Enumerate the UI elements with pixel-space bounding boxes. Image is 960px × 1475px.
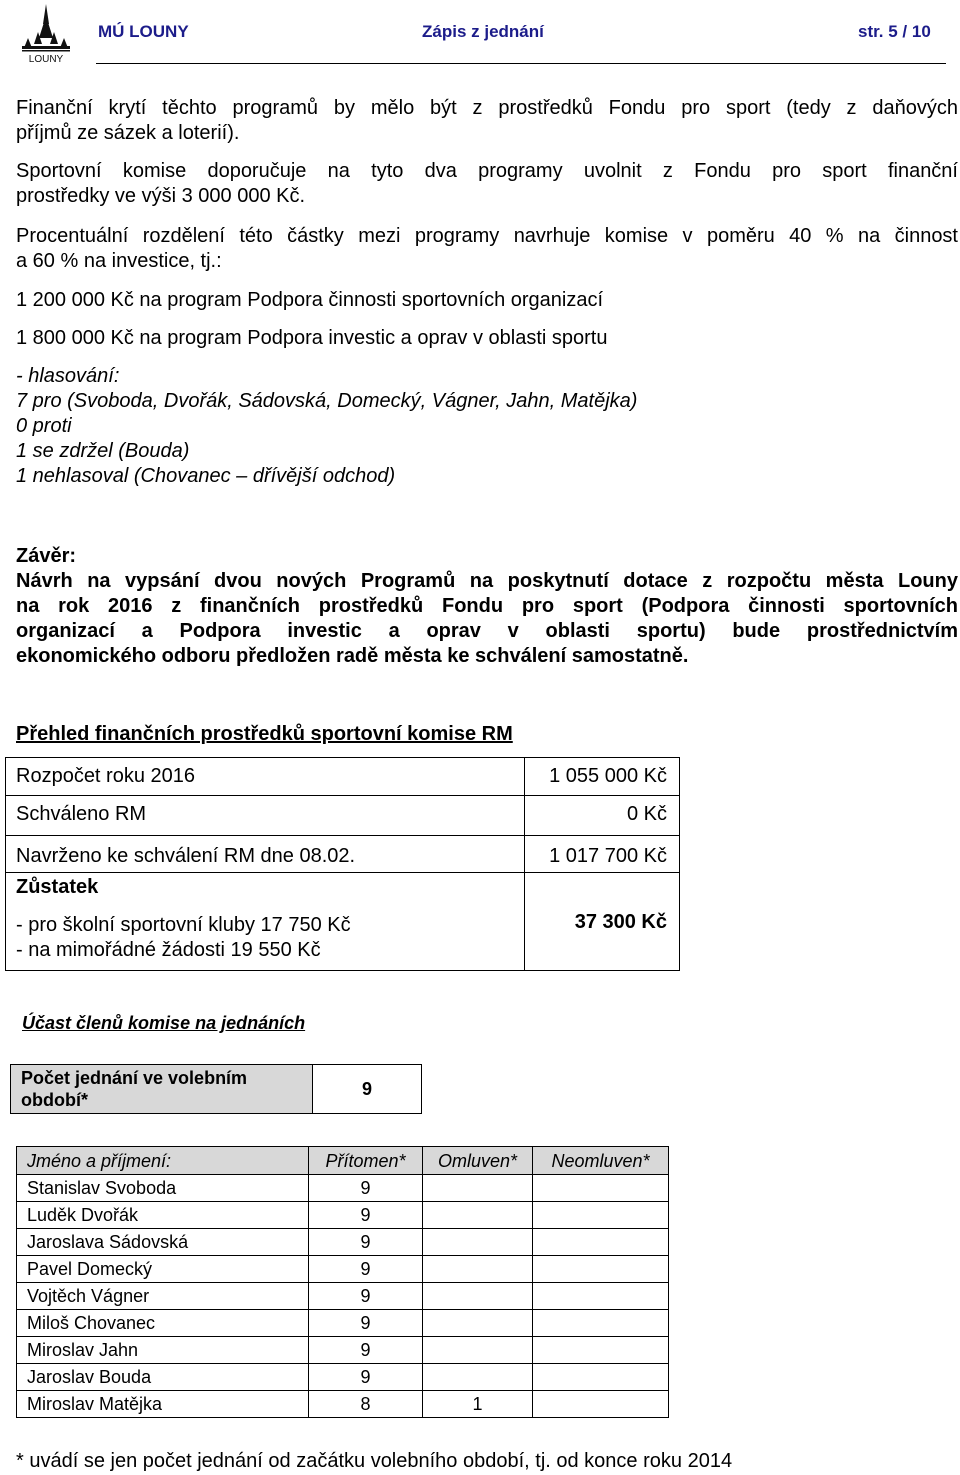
- member-present: 9: [309, 1310, 423, 1337]
- member-name: Miloš Chovanec: [17, 1310, 309, 1337]
- remaining-cell: [6, 873, 525, 971]
- vote-not-voted: 1 nehlasoval (Chovanec – dřívější odchod): [16, 465, 396, 487]
- table-row: [17, 1391, 669, 1418]
- remaining-extraordinary: - na mimořádné žádosti 19 550 Kč: [16, 939, 321, 961]
- member-excused: [423, 1229, 533, 1256]
- louny-logo: [18, 2, 74, 64]
- program-activity-amount: 1 200 000 Kč na program Podpora činnosti sportovních organizací: [16, 289, 604, 311]
- member-name: Stanislav Svoboda: [17, 1175, 309, 1202]
- svg-text:LOUNY: LOUNY: [28, 54, 64, 64]
- member-unexcused: [533, 1310, 669, 1337]
- remaining-schools: - pro školní sportovní kluby 17 750 Kč: [16, 914, 351, 936]
- budget-value: 1 017 700 Kč: [525, 836, 680, 873]
- conclusion-block: [16, 544, 958, 669]
- budget-label: Schváleno RM: [6, 796, 525, 836]
- table-row: [17, 1364, 669, 1391]
- header-divider: [96, 63, 946, 64]
- meeting-count-value: 9: [313, 1065, 422, 1114]
- table-row: [17, 1310, 669, 1337]
- text-line: a 60 % na investice, tj.:: [16, 250, 222, 272]
- budget-value: 1 055 000 Kč: [525, 758, 680, 796]
- budget-label: Navrženo ke schválení RM dne 08.02.: [6, 836, 525, 873]
- member-unexcused: [533, 1283, 669, 1310]
- member-excused: [423, 1256, 533, 1283]
- member-unexcused: [533, 1202, 669, 1229]
- member-present: 8: [309, 1391, 423, 1418]
- page-number: str. 5 / 10: [858, 22, 931, 41]
- text-line: Finanční krytí těchto programů by mělo být z prostředků Fondu pro sport (tedy z daňových: [16, 97, 958, 119]
- member-present: 9: [309, 1229, 423, 1256]
- member-unexcused: [533, 1364, 669, 1391]
- document-title: Zápis z jednání: [422, 22, 544, 41]
- member-unexcused: [533, 1175, 669, 1202]
- member-name: Pavel Domecký: [17, 1256, 309, 1283]
- column-header-present: Přítomen*: [309, 1147, 423, 1175]
- conclusion-heading: Závěr:: [16, 545, 77, 567]
- text-line: organizací a Podpora investic a oprav v oblasti sportu) bude prostřednictvím: [16, 620, 958, 642]
- member-excused: [423, 1202, 533, 1229]
- member-present: 9: [309, 1337, 423, 1364]
- budget-table: [5, 757, 680, 971]
- budget-label: Rozpočet roku 2016: [6, 758, 525, 796]
- column-header-excused: Omluven*: [423, 1147, 533, 1175]
- table-header-row: [17, 1147, 669, 1175]
- remaining-label: Zůstatek: [16, 876, 99, 898]
- column-header-name: Jméno a příjmení:: [17, 1147, 309, 1175]
- member-unexcused: [533, 1391, 669, 1418]
- member-name: Vojtěch Vágner: [17, 1283, 309, 1310]
- member-name: Miroslav Matějka: [17, 1391, 309, 1418]
- member-present: 9: [309, 1202, 423, 1229]
- remaining-value: 37 300 Kč: [525, 873, 680, 971]
- org-name: MÚ LOUNY: [98, 22, 189, 41]
- meeting-count-label: Počet jednání ve volebním období*: [11, 1065, 313, 1114]
- text-line: Sportovní komise doporučuje na tyto dva programy uvolnit z Fondu pro sport finanční: [16, 160, 958, 182]
- program-investment-amount: 1 800 000 Kč na program Podpora investic a oprav v oblasti sportu: [16, 327, 608, 349]
- paragraph-recommendation: [16, 159, 958, 209]
- member-excused: [423, 1337, 533, 1364]
- vote-against: 0 proti: [16, 415, 72, 437]
- member-unexcused: [533, 1256, 669, 1283]
- budget-value: 0 Kč: [525, 796, 680, 836]
- member-unexcused: [533, 1337, 669, 1364]
- table-row: [6, 873, 680, 971]
- column-header-unexcused: Neomluven*: [533, 1147, 669, 1175]
- paragraph-split: [16, 224, 958, 274]
- member-name: Luděk Dvořák: [17, 1202, 309, 1229]
- attendance-table: [16, 1146, 669, 1418]
- vote-block: [16, 364, 958, 489]
- vote-heading: - hlasování:: [16, 365, 120, 387]
- text-line: příjmů ze sázek a loterií).: [16, 122, 240, 144]
- meeting-count-box: [10, 1064, 422, 1114]
- table-row: [6, 836, 680, 873]
- table-row: [11, 1065, 422, 1114]
- table-row: [17, 1256, 669, 1283]
- attendance-heading: Účast členů komise na jednáních: [22, 1013, 306, 1033]
- member-present: 9: [309, 1175, 423, 1202]
- member-excused: [423, 1310, 533, 1337]
- member-present: 9: [309, 1364, 423, 1391]
- member-present: 9: [309, 1256, 423, 1283]
- text-line: na rok 2016 z finančních prostředků Fondu pro sport (Podpora činnosti sportovních: [16, 595, 958, 617]
- table-row: [6, 796, 680, 836]
- member-name: Jaroslava Sádovská: [17, 1229, 309, 1256]
- member-excused: [423, 1364, 533, 1391]
- member-name: Miroslav Jahn: [17, 1337, 309, 1364]
- member-excused: [423, 1283, 533, 1310]
- text-line: Návrh na vypsání dvou nových Programů na poskytnutí dotace z rozpočtu města Louny: [16, 570, 958, 592]
- table-row: [6, 758, 680, 796]
- paragraph-funding: [16, 96, 958, 146]
- text-line: prostředky ve výši 3 000 000 Kč.: [16, 185, 306, 207]
- table-row: [17, 1229, 669, 1256]
- footnote: * uvádí se jen počet jednání od začátku volebního období, tj. od konce roku 2014: [16, 1450, 733, 1472]
- table-row: [17, 1283, 669, 1310]
- table-row: [17, 1175, 669, 1202]
- vote-abstain: 1 se zdržel (Bouda): [16, 440, 190, 462]
- table-row: [17, 1202, 669, 1229]
- member-excused: [423, 1175, 533, 1202]
- budget-heading: Přehled finančních prostředků sportovní komise RM: [16, 723, 513, 745]
- text-line: ekonomického odboru předložen radě města ke schválení samostatně.: [16, 645, 689, 667]
- member-name: Jaroslav Bouda: [17, 1364, 309, 1391]
- member-unexcused: [533, 1229, 669, 1256]
- member-present: 9: [309, 1283, 423, 1310]
- member-excused: 1: [423, 1391, 533, 1418]
- table-row: [17, 1337, 669, 1364]
- text-line: Procentuální rozdělení této částky mezi programy navrhuje komise v poměru 40 % na činnost: [16, 225, 958, 247]
- vote-for: 7 pro (Svoboda, Dvořák, Sádovská, Domecký, Vágner, Jahn, Matějka): [16, 390, 638, 412]
